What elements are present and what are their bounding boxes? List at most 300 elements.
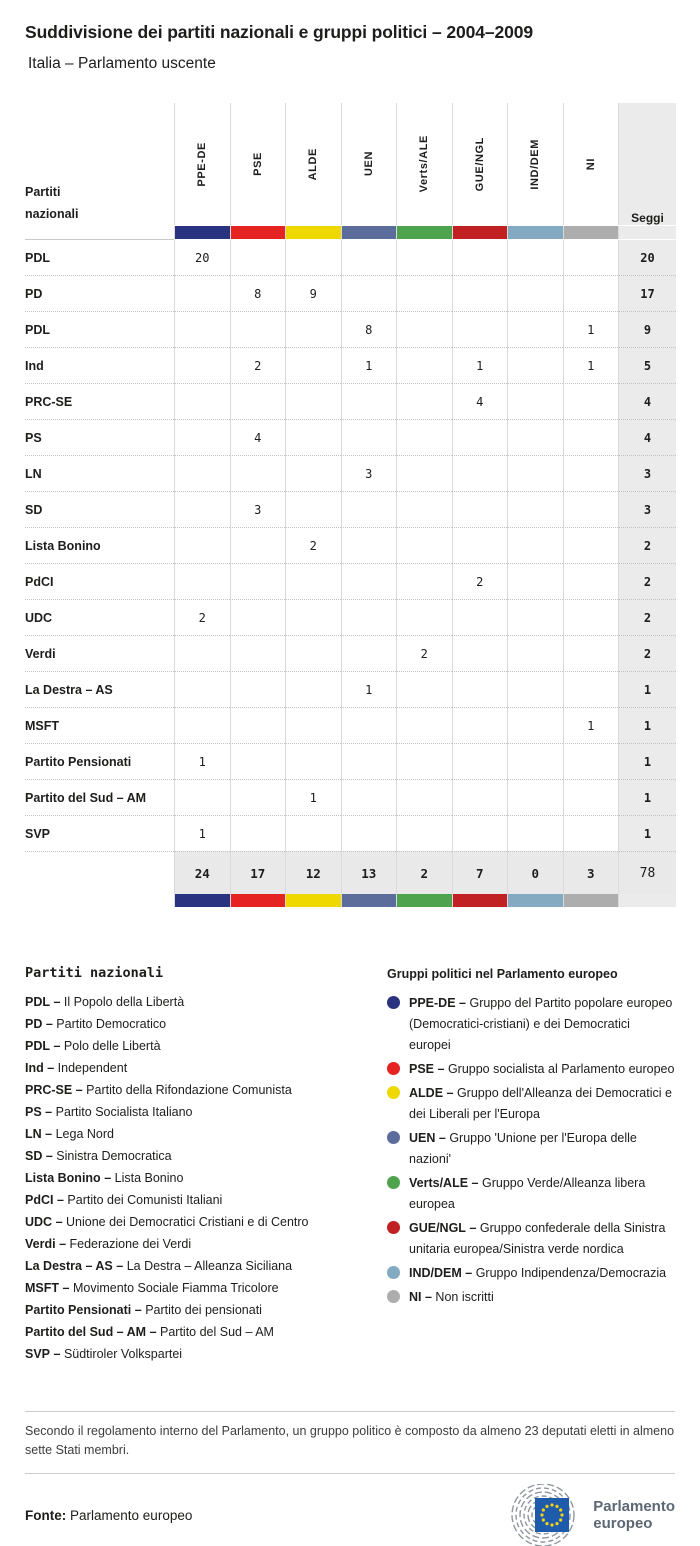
seat-count-cell: 1 (452, 347, 508, 383)
seat-count-cell (507, 815, 563, 851)
party-name: Partito Socialista Italiano (55, 1105, 193, 1119)
bottom-spacer (25, 894, 174, 907)
dash-separator: – (45, 1149, 53, 1163)
dash-separator: – (53, 995, 61, 1009)
group-color-bar (563, 894, 619, 907)
seats-column-spacer (618, 226, 676, 239)
row-seats-total: 17 (618, 275, 676, 311)
party-legend-item (25, 1167, 387, 1189)
seat-count-cell (396, 419, 452, 455)
party-name: Polo delle Libertà (63, 1039, 161, 1053)
seat-count-cell (452, 491, 508, 527)
legend-political-groups (387, 965, 675, 1365)
party-legend-item (25, 1101, 387, 1123)
seat-count-cell (341, 563, 397, 599)
seat-count-cell (507, 779, 563, 815)
dash-separator: – (53, 1347, 61, 1361)
party-abbr: LN (25, 1127, 42, 1141)
seat-count-cell (174, 563, 230, 599)
seat-count-cell (230, 455, 286, 491)
party-abbr: UDC (25, 1215, 53, 1229)
column-header-alde (285, 103, 341, 225)
dash-separator: – (62, 1281, 70, 1295)
party-legend-item (25, 1189, 387, 1211)
group-legend-text (409, 1287, 494, 1308)
row-seats-total: 2 (618, 599, 676, 635)
group-name: Gruppo del Partito popolare europeo (Democratici-cristiani) e dei Democratici europei (409, 996, 673, 1052)
dash-separator: – (469, 1221, 477, 1235)
dash-separator: – (149, 1325, 157, 1339)
seat-count-cell: 9 (285, 275, 341, 311)
seat-count-cell (507, 419, 563, 455)
legend-national-parties (25, 965, 387, 1365)
dash-separator: – (55, 1215, 63, 1229)
party-label: Verdi (25, 635, 174, 671)
party-abbr: PDL (25, 1039, 50, 1053)
seat-count-cell (285, 743, 341, 779)
seat-count-cell (230, 599, 286, 635)
group-abbr: PPE-DE (409, 996, 456, 1010)
seat-count-cell (285, 671, 341, 707)
row-header-line: nazionali (25, 207, 79, 221)
group-color-bar (230, 226, 286, 239)
group-name: Gruppo confederale della Sinistra unitaria europea/Sinistra verde nordica (409, 1221, 666, 1256)
party-name: Lista Bonino (114, 1171, 184, 1185)
group-color-bar (341, 894, 397, 907)
party-label: PRC-SE (25, 383, 174, 419)
seat-count-cell (507, 240, 563, 275)
party-abbr: PdCI (25, 1193, 54, 1207)
seat-count-cell (507, 599, 563, 635)
dash-separator: – (134, 1303, 142, 1317)
seat-count-cell (174, 779, 230, 815)
seat-count-cell (230, 779, 286, 815)
seat-count-cell (563, 815, 619, 851)
group-legend-text (409, 1128, 675, 1170)
seat-count-cell (396, 743, 452, 779)
seat-count-cell: 1 (174, 815, 230, 851)
seat-count-cell (396, 707, 452, 743)
seat-count-cell (174, 455, 230, 491)
group-legend-text (409, 1173, 675, 1215)
seat-count-cell (285, 599, 341, 635)
group-color-bar (563, 226, 619, 239)
seat-count-cell: 1 (174, 743, 230, 779)
party-legend-item (25, 991, 387, 1013)
seat-count-cell: 4 (452, 383, 508, 419)
seat-count-cell: 4 (230, 419, 286, 455)
seat-count-cell (452, 599, 508, 635)
seat-count-cell (452, 311, 508, 347)
dash-separator: – (45, 1105, 53, 1119)
seat-count-cell (341, 527, 397, 563)
party-label: SVP (25, 815, 174, 851)
seat-count-cell (396, 815, 452, 851)
seat-count-cell (230, 383, 286, 419)
seat-count-cell (507, 347, 563, 383)
column-header-label: ALDE (307, 147, 320, 181)
seat-count-cell (452, 707, 508, 743)
seat-count-cell (174, 347, 230, 383)
seats-table (25, 103, 675, 907)
row-seats-total: 4 (618, 419, 676, 455)
seat-count-cell (230, 563, 286, 599)
dash-separator: – (471, 1176, 479, 1190)
seat-count-cell (563, 779, 619, 815)
seat-count-cell (563, 599, 619, 635)
group-legend-text (409, 1218, 675, 1260)
row-seats-total: 9 (618, 311, 676, 347)
row-seats-total: 4 (618, 383, 676, 419)
seat-count-cell (452, 779, 508, 815)
seat-count-cell (341, 779, 397, 815)
party-abbr: Lista Bonino (25, 1171, 101, 1185)
seat-count-cell (452, 815, 508, 851)
dash-separator: – (104, 1171, 112, 1185)
seat-count-cell (396, 779, 452, 815)
party-label: Ind (25, 347, 174, 383)
group-name: Non iscritti (435, 1290, 494, 1304)
party-name: Südtiroler Volkspartei (63, 1347, 183, 1361)
seat-count-cell: 3 (341, 455, 397, 491)
party-abbr: Ind (25, 1061, 44, 1075)
party-name: Independent (57, 1061, 128, 1075)
seat-count-cell (230, 743, 286, 779)
seat-count-cell: 1 (341, 671, 397, 707)
seat-count-cell: 1 (563, 347, 619, 383)
seat-count-cell (174, 275, 230, 311)
source-row (25, 1484, 675, 1546)
seat-count-cell: 8 (230, 275, 286, 311)
seat-count-cell (452, 419, 508, 455)
column-header-ind/dem (507, 103, 563, 225)
party-abbr: Partito Pensionati (25, 1303, 132, 1317)
legends (25, 965, 675, 1365)
seat-count-cell (563, 563, 619, 599)
group-total: 12 (285, 851, 341, 894)
dash-separator: – (75, 1083, 83, 1097)
party-label: Lista Bonino (25, 527, 174, 563)
party-legend-item (25, 1211, 387, 1233)
seat-count-cell: 2 (452, 563, 508, 599)
group-color-dot-icon (387, 1221, 400, 1234)
seat-count-cell (507, 707, 563, 743)
row-seats-total: 1 (618, 743, 676, 779)
seat-count-cell (396, 563, 452, 599)
party-legend-item (25, 1035, 387, 1057)
party-name: Partito dei pensionati (145, 1303, 262, 1317)
group-color-bar (341, 226, 397, 239)
group-color-bar (396, 226, 452, 239)
dash-separator: – (45, 1127, 53, 1141)
seat-count-cell: 8 (341, 311, 397, 347)
group-total: 0 (507, 851, 563, 894)
party-abbr: MSFT (25, 1281, 60, 1295)
ep-logo-text (593, 1498, 675, 1532)
party-label: PS (25, 419, 174, 455)
seat-count-cell (396, 491, 452, 527)
party-name: Partito Democratico (56, 1017, 167, 1031)
party-abbr: PS (25, 1105, 42, 1119)
column-header-ppe-de (174, 103, 230, 225)
group-total: 17 (230, 851, 286, 894)
party-label: SD (25, 491, 174, 527)
seat-count-cell (396, 383, 452, 419)
seats-column-header: Seggi (618, 103, 676, 225)
party-legend-item (25, 1123, 387, 1145)
seat-count-cell (341, 275, 397, 311)
dash-separator: – (465, 1266, 473, 1280)
party-abbr: La Destra – AS (25, 1259, 113, 1273)
group-abbr: PSE (409, 1062, 435, 1076)
group-color-bar (285, 894, 341, 907)
seat-count-cell (396, 599, 452, 635)
column-header-pse (230, 103, 286, 225)
seat-count-cell (563, 419, 619, 455)
seat-count-cell (507, 563, 563, 599)
group-color-bar (452, 226, 508, 239)
seat-count-cell: 2 (174, 599, 230, 635)
seat-count-cell (563, 671, 619, 707)
group-color-bar (507, 226, 563, 239)
seat-count-cell (396, 455, 452, 491)
seat-count-cell (507, 527, 563, 563)
row-seats-total: 1 (618, 707, 676, 743)
group-legend-item (387, 1287, 675, 1308)
seat-count-cell (230, 527, 286, 563)
group-color-bar (396, 894, 452, 907)
row-seats-total: 3 (618, 455, 676, 491)
seat-count-cell (396, 671, 452, 707)
totals-spacer (25, 851, 174, 894)
seat-count-cell (563, 635, 619, 671)
seat-count-cell: 20 (174, 240, 230, 275)
group-legend-item (387, 993, 675, 1056)
dash-separator: – (424, 1290, 432, 1304)
column-header-label: GUE/NGL (473, 136, 486, 192)
group-legend-item (387, 1263, 675, 1284)
seat-count-cell (396, 347, 452, 383)
row-seats-total: 1 (618, 815, 676, 851)
party-name: Partito del Sud – AM (160, 1325, 274, 1339)
seat-count-cell (230, 635, 286, 671)
group-color-dot-icon (387, 1086, 400, 1099)
seat-count-cell (341, 383, 397, 419)
party-name: Federazione dei Verdi (69, 1237, 192, 1251)
seat-count-cell (563, 455, 619, 491)
seat-count-cell (507, 743, 563, 779)
seat-count-cell (174, 671, 230, 707)
party-label: Partito Pensionati (25, 743, 174, 779)
seat-count-cell (285, 311, 341, 347)
seat-count-cell (174, 383, 230, 419)
seat-count-cell (396, 527, 452, 563)
seat-count-cell: 3 (230, 491, 286, 527)
seat-count-cell (563, 527, 619, 563)
party-name: Lega Nord (55, 1127, 114, 1141)
party-label: PD (25, 275, 174, 311)
seat-count-cell (341, 743, 397, 779)
seat-count-cell (285, 455, 341, 491)
party-label: PDL (25, 250, 50, 265)
row-seats-total: 2 (618, 635, 676, 671)
party-legend-item (25, 1343, 387, 1365)
seat-count-cell (341, 599, 397, 635)
seat-count-cell (285, 635, 341, 671)
row-seats-total: 20 (618, 240, 676, 275)
seat-count-cell (563, 275, 619, 311)
group-abbr: UEN (409, 1131, 436, 1145)
party-label: UDC (25, 599, 174, 635)
seat-count-cell (230, 815, 286, 851)
column-header-label: PPE-DE (196, 141, 209, 187)
column-header-ni (563, 103, 619, 225)
seat-count-cell (396, 240, 452, 275)
seat-count-cell (563, 240, 619, 275)
group-name: Gruppo socialista al Parlamento europeo (447, 1062, 675, 1076)
party-name: Il Popolo della Libertà (63, 995, 185, 1009)
seat-count-cell (285, 707, 341, 743)
group-total: 2 (396, 851, 452, 894)
legend-parties-list (25, 991, 387, 1365)
party-label: Partito del Sud – AM (25, 779, 174, 815)
seat-count-cell (341, 815, 397, 851)
dash-separator: – (437, 1062, 445, 1076)
ep-logo (495, 1484, 675, 1546)
seat-count-cell (285, 563, 341, 599)
seat-count-cell (174, 707, 230, 743)
grand-total: 78 (618, 851, 676, 894)
seat-count-cell: 2 (230, 347, 286, 383)
source (25, 1508, 192, 1523)
dash-separator: – (56, 1193, 64, 1207)
group-total: 3 (563, 851, 619, 894)
party-legend-item (25, 1145, 387, 1167)
seat-count-cell (452, 671, 508, 707)
seat-count-cell: 2 (396, 635, 452, 671)
seat-count-cell (507, 275, 563, 311)
column-header-uen (341, 103, 397, 225)
group-legend-text (409, 1059, 674, 1080)
row-seats-total: 2 (618, 563, 676, 599)
group-color-bar (230, 894, 286, 907)
party-legend-item (25, 1057, 387, 1079)
party-abbr: PRC-SE (25, 1083, 73, 1097)
group-name: Gruppo dell'Alleanza dei Democratici e dei Liberali per l'Europa (409, 1086, 672, 1121)
party-name: La Destra – Alleanza Siciliana (126, 1259, 293, 1273)
seat-count-cell (174, 491, 230, 527)
dash-separator: – (116, 1259, 124, 1273)
group-abbr: ALDE (409, 1086, 444, 1100)
party-abbr: SVP (25, 1347, 51, 1361)
seat-count-cell (507, 635, 563, 671)
group-total: 13 (341, 851, 397, 894)
header-rule-cell (25, 226, 174, 240)
group-color-dot-icon (387, 1266, 400, 1279)
group-legend-item (387, 1128, 675, 1170)
group-legend-item (387, 1218, 675, 1260)
party-label: La Destra – AS (25, 671, 174, 707)
seat-count-cell: 2 (285, 527, 341, 563)
group-legend-text (409, 1083, 675, 1125)
group-legend-text (409, 993, 675, 1056)
party-legend-item (25, 1079, 387, 1101)
ep-logo-line1: Parlamento (593, 1498, 675, 1515)
seat-count-cell (507, 491, 563, 527)
group-color-dot-icon (387, 996, 400, 1009)
seat-count-cell (285, 383, 341, 419)
seats-column-footer (618, 894, 676, 907)
page-subtitle: Italia – Parlamento uscente (28, 55, 216, 72)
ep-logo-line2: europeo (593, 1515, 653, 1532)
seat-count-cell (396, 311, 452, 347)
party-name: Partito della Rifondazione Comunista (86, 1083, 292, 1097)
group-color-bar (507, 894, 563, 907)
party-name: Sinistra Democratica (56, 1149, 172, 1163)
row-seats-total: 3 (618, 491, 676, 527)
seat-count-cell: 1 (285, 779, 341, 815)
party-label: MSFT (25, 707, 174, 743)
seat-count-cell (452, 275, 508, 311)
party-label: LN (25, 455, 174, 491)
seat-count-cell (563, 491, 619, 527)
group-total: 7 (452, 851, 508, 894)
seat-count-cell (285, 419, 341, 455)
dash-separator: – (45, 1017, 53, 1031)
dash-separator: – (53, 1039, 61, 1053)
group-abbr: Verts/ALE (409, 1176, 469, 1190)
party-name: Unione dei Democratici Cristiani e di Centro (66, 1215, 309, 1229)
group-abbr: GUE/NGL (409, 1221, 466, 1235)
seat-count-cell (507, 671, 563, 707)
group-color-dot-icon (387, 1062, 400, 1075)
seat-count-cell: 1 (563, 311, 619, 347)
seat-count-cell (174, 527, 230, 563)
column-header-gue/ngl (452, 103, 508, 225)
seat-count-cell (452, 743, 508, 779)
group-color-dot-icon (387, 1290, 400, 1303)
column-header-label: Verts/ALE (418, 135, 431, 193)
dash-separator: – (59, 1237, 67, 1251)
dash-separator: – (47, 1061, 55, 1075)
party-abbr: Verdi (25, 1237, 56, 1251)
seat-count-cell: 1 (563, 707, 619, 743)
footnote: Secondo il regolamento interno del Parlamento, un gruppo politico è composto da almeno 23 deputati eletti in almeno sette Stati membri. (25, 1411, 675, 1474)
group-name: Gruppo Indipendenza/Democrazia (475, 1266, 667, 1280)
seat-count-cell (563, 383, 619, 419)
seat-count-cell (396, 275, 452, 311)
column-header-label: IND/DEM (529, 138, 542, 190)
column-header-verts/ale (396, 103, 452, 225)
seat-count-cell (341, 707, 397, 743)
seat-count-cell (230, 671, 286, 707)
group-color-bar (285, 226, 341, 239)
column-header-label: PSE (251, 152, 264, 176)
seat-count-cell (285, 491, 341, 527)
seat-count-cell: 1 (341, 347, 397, 383)
row-seats-total: 5 (618, 347, 676, 383)
party-abbr: PDL (25, 995, 50, 1009)
party-legend-item (25, 1321, 387, 1343)
party-abbr: Partito del Sud – AM (25, 1325, 147, 1339)
party-legend-item (25, 1277, 387, 1299)
seat-count-cell (174, 311, 230, 347)
group-color-bar (174, 894, 230, 907)
source-text: Parlamento europeo (70, 1507, 193, 1523)
row-seats-total: 1 (618, 779, 676, 815)
party-abbr: PD (25, 1017, 43, 1031)
ep-hemicycle-flag-icon (495, 1484, 585, 1546)
